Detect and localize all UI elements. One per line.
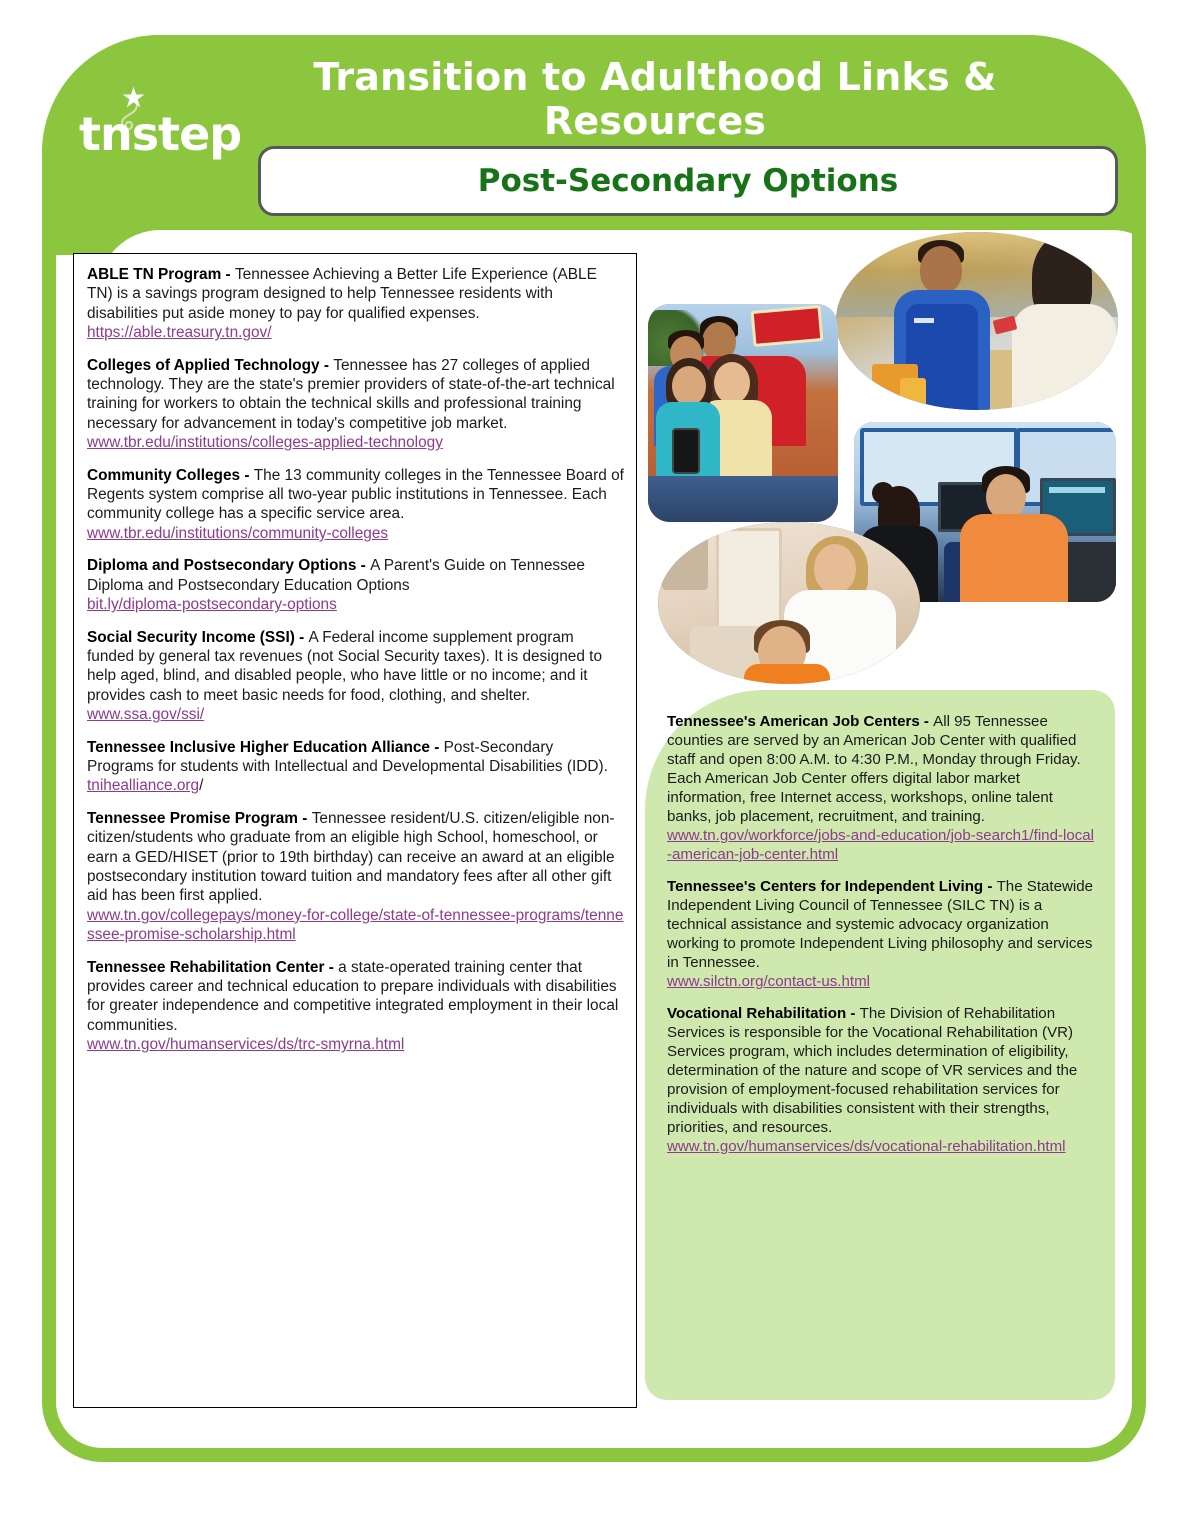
resource-link[interactable]: www.tn.gov/humanservices/ds/trc-smyrna.html — [87, 1036, 405, 1054]
resource-term: Tennessee Promise Program - — [87, 809, 312, 827]
resource-description: Tennessee Achieving a Better Life Experience (ABLE TN) is a savings program designed to help Tennessee residents with disabilities put aside money to pay for qualified expenses. — [87, 266, 597, 322]
resource-term: ABLE TN Program - — [87, 266, 235, 283]
page-title: Transition to Adulthood Links & Resources — [313, 55, 997, 143]
resource-term: Tennessee's Centers for Independent Living - — [667, 878, 997, 895]
resource-term: Diploma and Postsecondary Options - — [87, 557, 371, 575]
resource-link[interactable]: www.tbr.edu/institutions/colleges-applied-technology — [87, 434, 443, 452]
resource-link[interactable]: www.tn.gov/workforce/jobs-and-education/job-search1/find-local-american-job-center.html — [667, 827, 1095, 863]
resource-link[interactable]: www.ssa.gov/ssi/ — [87, 706, 205, 724]
section-title-text: Post-Secondary Options — [477, 163, 899, 199]
resource-description: Post-Secondary Programs for students with Intellectual and Developmental Disabilities (IDD). — [87, 738, 608, 775]
photo-collage — [648, 232, 1120, 684]
resource-description: a state-operated training center that provides career and technical education to prepare individuals with disabilities for greater independence and competitive integrated employment in their local communities. — [87, 958, 619, 1034]
resource-term: Vocational Rehabilitation - — [667, 1005, 860, 1022]
resource-link[interactable]: www.silctn.org/contact-us.html — [667, 973, 870, 990]
resource-link[interactable]: www.tbr.edu/institutions/community-colleges — [87, 524, 389, 542]
resource-term: Tennessee Rehabilitation Center - — [87, 958, 339, 976]
star-icon: ★ — [121, 82, 147, 113]
right-resource-list — [645, 690, 1115, 1400]
resource-entry — [87, 738, 624, 796]
resource-entry — [87, 809, 624, 945]
resource-term: Tennessee's American Job Centers - — [667, 713, 934, 730]
logo-wordmark: tnstep — [79, 107, 242, 161]
resource-link[interactable]: www.tn.gov/humanservices/ds/vocational-rehabilitation.html — [667, 1138, 1066, 1155]
resource-description: The Division of Rehabilitation Services is responsible for the Vocational Rehabilitation (VR) Services program, which includes determination of eligibility, determination of the nature and scope of VR services and the provision of employment-focused rehabilitation services for individuals with disabilities consistent with their strengths, priorities, and resources. — [667, 1005, 1078, 1136]
resource-description: All 95 Tennessee counties are served by an American Job Center with qualified staff and open 8:00 A.M. to 4:30 P.M., Monday through Friday. Each American Job Center offers digital labor market information, free Internet access, workshops, online talent banks, job placement, recruitment, and training. — [667, 713, 1081, 825]
resource-description: A Federal income supplement program funded by general tax revenues (not Social Security taxes). It is designed to help aged, blind, and disabled people, who have little or no income; and it provides cash to meet basic needs for food, clothing, and shelter. — [87, 628, 603, 704]
resource-entry — [87, 466, 624, 544]
resource-entry — [87, 958, 624, 1055]
resource-entry — [667, 877, 1097, 991]
resource-entry — [667, 712, 1097, 864]
left-resource-list — [73, 253, 637, 1408]
resource-term: Community Colleges - — [87, 466, 254, 484]
resource-term: Social Security Income (SSI) - — [87, 628, 309, 646]
resource-description: A Parent's Guide on Tennessee Diploma and Postsecondary Education Options — [87, 557, 585, 594]
resource-link[interactable]: www.tn.gov/collegepays/money-for-college/state-of-tennessee-programs/tennessee-promise-scholarship.html — [87, 906, 624, 944]
resource-link-tail: / — [199, 777, 204, 795]
resource-entry — [87, 556, 624, 614]
resource-description: The 13 community colleges in the Tennessee Board of Regents system comprise all two-year public institutions in Tennessee. Each community college has a specific service area. — [87, 466, 624, 523]
grocery-cashier-photo — [836, 232, 1118, 410]
resource-description: Tennessee resident/U.S. citizen/eligible non-citizen/students who graduate from an eligible high School, homeschool, or earn a GED/HISET (prior to 19th birthday) can receive an award at an eligible postsecondary institution toward tuition and mandatory fees after all other gift aid has been first applied. — [87, 809, 615, 905]
teens-with-phone-photo — [648, 304, 838, 522]
resource-description: Tennessee has 27 colleges of applied technology. They are the state's premier providers of state-of-the-art technical training for workers to obtain the technical skills and professional training necessary for advancement in today's competitive job market. — [87, 356, 615, 432]
resource-term: Tennessee Inclusive Higher Education Alliance - — [87, 738, 444, 756]
resource-link[interactable]: bit.ly/diploma-postsecondary-options — [87, 596, 337, 614]
resource-entry — [87, 628, 624, 725]
resource-link[interactable]: tnihealliance.org — [87, 777, 200, 795]
resource-link[interactable]: https://able.treasury.tn.gov/ — [87, 324, 272, 342]
resource-description: The Statewide Independent Living Council of Tennessee (SILC TN) is a technical assistance and systemic advocacy organization working to promote Independent Living philosophy and services in Tennessee. — [667, 878, 1094, 971]
resource-entry — [667, 1004, 1097, 1156]
hair-salon-photo — [658, 522, 920, 684]
resource-term: Colleges of Applied Technology - — [87, 356, 334, 374]
resource-entry — [87, 265, 624, 343]
resource-entry — [87, 356, 624, 453]
section-title-box — [258, 146, 1118, 216]
